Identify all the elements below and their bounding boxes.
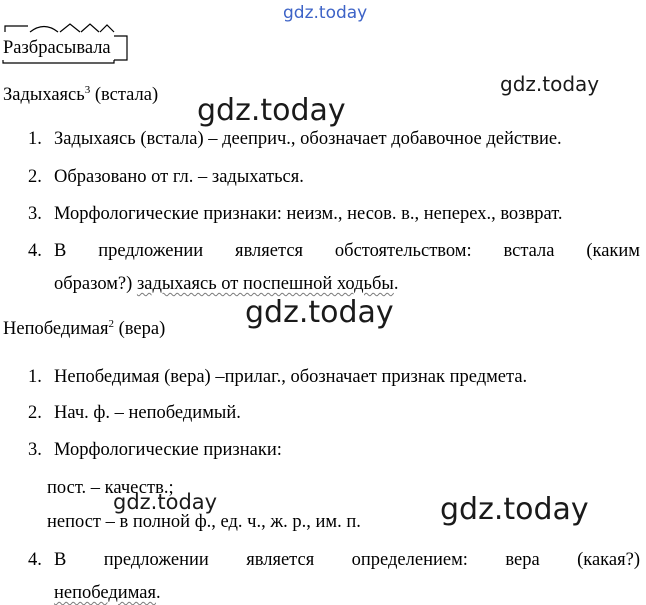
suffix-mark-1 bbox=[60, 24, 80, 32]
morpheme-marks bbox=[0, 20, 135, 66]
s2-item-4-line2: непобедимая. bbox=[54, 583, 161, 603]
s1-item-2: 2. Образовано от гл. – задыхаться. bbox=[28, 167, 304, 187]
s2-item-3-sub2: непост – в полной ф., ед. ч., ж. р., им. п. bbox=[47, 512, 361, 532]
suffix-mark-2 bbox=[81, 24, 99, 32]
s1-item-3: 3. Морфологические признаки: неизм., несов. в., неперех., возврат. bbox=[28, 204, 563, 224]
s2-item-4-num: 4. bbox=[28, 550, 42, 570]
analyzed-word: Разбрасывала bbox=[3, 38, 111, 58]
s2-item-3-sub1: пост. – качеств.; bbox=[47, 478, 174, 498]
watermark-large-1: gdz.today bbox=[197, 93, 346, 128]
section-1-heading: Задыхаясь$^3$ (встала) bbox=[3, 83, 159, 105]
underlined-adverbial-phrase: задыхаясь от поспешной ходьбы bbox=[136, 274, 394, 294]
stem-mark bbox=[3, 60, 114, 63]
section-2-heading: Непобедимая$^2$ (вера) bbox=[3, 317, 166, 339]
watermark-right: gdz.today bbox=[500, 72, 600, 96]
ending-mark bbox=[114, 36, 127, 60]
suffix-mark-3 bbox=[100, 25, 114, 32]
s1-item-1: 1. Задыхаясь (встала) – дееприч., обозначает добавочное действие. bbox=[28, 129, 562, 149]
s1-item-4-num: 4. bbox=[28, 241, 42, 261]
s1-item-4-line1: В предложении является обстоятельством: встала (каким bbox=[54, 241, 640, 261]
underlined-attribute: непобедимая bbox=[54, 583, 157, 603]
s2-item-3: 3. Морфологические признаки: bbox=[28, 440, 282, 460]
root-mark bbox=[30, 27, 58, 33]
watermark-small-bottom: gdz.today bbox=[113, 490, 218, 514]
s2-item-4-line1: В предложении является определением: вера (какая?) bbox=[54, 550, 640, 570]
s2-item-2: 2. Нач. ф. – непобедимый. bbox=[28, 403, 241, 423]
watermark-large-2: gdz.today bbox=[245, 295, 394, 330]
prefix-mark bbox=[5, 26, 28, 32]
s2-item-1: 1. Непобедимая (вера) –прилаг., обозначает признак предмета. bbox=[28, 367, 528, 387]
watermark-large-3: gdz.today bbox=[440, 492, 589, 527]
watermark-top: gdz.today bbox=[283, 3, 368, 23]
s1-item-4-line2: образом?) задыхаясь от поспешной ходьбы. bbox=[54, 274, 399, 294]
